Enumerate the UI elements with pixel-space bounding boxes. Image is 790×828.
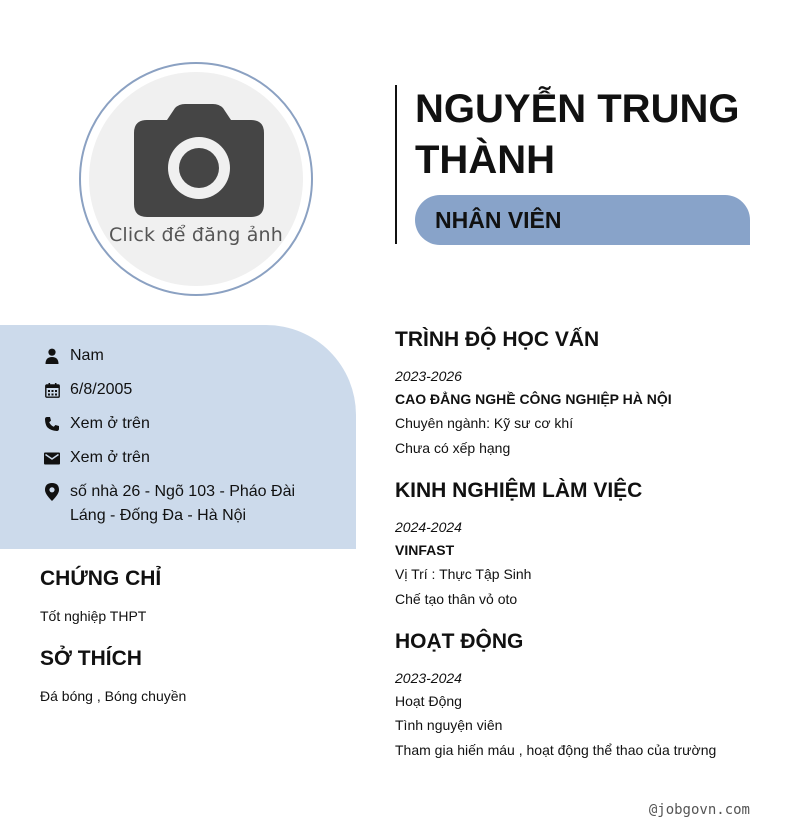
certificates-title: CHỨNG CHỈ: [40, 567, 162, 590]
birthday-value: 6/8/2005: [70, 381, 133, 398]
watermark: @jobgovn.com: [648, 802, 750, 818]
activities-line: Tham gia hiến máu , hoạt động thể thao của trường: [395, 742, 717, 758]
location-pin-icon: [40, 480, 64, 504]
mail-icon: [40, 446, 64, 470]
address-value: số nhà 26 - Ngõ 103 - Pháo Đài Láng - Đống Đa - Hà Nội: [70, 483, 296, 524]
education-school: CAO ĐẲNG NGHỀ CÔNG NGHIỆP HÀ NỘI: [395, 391, 672, 407]
education-title: TRÌNH ĐỘ HỌC VẤN: [395, 328, 600, 351]
activities-line: Tình nguyện viên: [395, 717, 503, 733]
certificate-item: Tốt nghiệp THPT: [40, 608, 147, 624]
hobbies-text: Đá bóng , Bóng chuyền: [40, 688, 187, 704]
avatar-placeholder[interactable]: [89, 72, 303, 286]
education-period: 2023-2026: [395, 368, 462, 384]
activities-period: 2023-2024: [395, 670, 462, 686]
education-line: Chuyên ngành: Kỹ sư cơ khí: [395, 415, 574, 431]
contact-panel: [0, 325, 356, 549]
experience-period: 2024-2024: [395, 519, 462, 535]
email-value: Xem ở trên: [70, 449, 150, 466]
full-name: NGUYỄN TRUNG THÀNH: [415, 87, 740, 182]
experience-company: VINFAST: [395, 542, 455, 558]
gender-value: Nam: [70, 347, 104, 364]
phone-value: Xem ở trên: [70, 415, 150, 432]
position-label: NHÂN VIÊN: [435, 207, 562, 233]
contact-email: [40, 446, 320, 470]
avatar-upload[interactable]: [79, 62, 313, 296]
phone-icon: [40, 412, 64, 436]
hobbies-title: SỞ THÍCH: [40, 647, 142, 670]
avatar-upload-label[interactable]: Click để đăng ảnh: [108, 224, 284, 246]
activities-line: Hoạt Động: [395, 693, 462, 709]
experience-line: Chế tạo thân vỏ oto: [395, 591, 518, 607]
camera-icon: [133, 104, 265, 222]
contact-gender: [40, 344, 320, 368]
person-icon: [40, 344, 64, 368]
experience-line: Vị Trí : Thực Tập Sinh: [395, 566, 532, 582]
activities-title: HOẠT ĐỘNG: [395, 630, 524, 653]
education-line: Chưa có xếp hạng: [395, 440, 511, 456]
contact-address: [40, 480, 320, 528]
position-badge: [415, 195, 750, 245]
contact-phone: [40, 412, 320, 436]
calendar-icon: [40, 378, 64, 402]
experience-title: KINH NGHIỆM LÀM VIỆC: [395, 479, 643, 502]
contact-birthday: [40, 378, 320, 402]
name-divider: [395, 85, 397, 244]
